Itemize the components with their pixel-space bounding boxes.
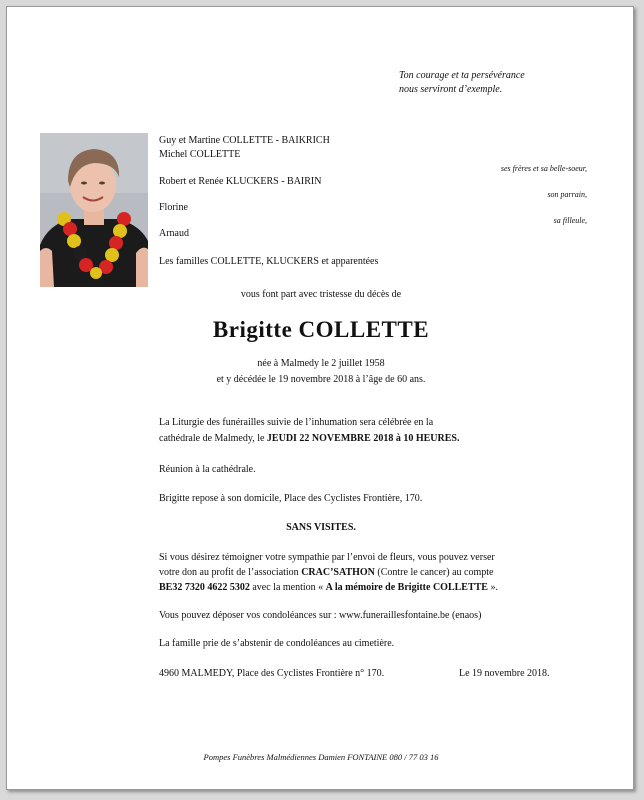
donation-post: (Contre le cancer) au compte (374, 567, 494, 578)
death-notice-page (6, 6, 634, 790)
deceased-photo (40, 133, 148, 287)
condolences-text: Vous pouvez déposer vos condoléances sur : www.funeraillesfontaine.be (enaos) (159, 610, 482, 621)
donation-line-2 (159, 567, 493, 578)
mention-end: ». (487, 582, 498, 593)
relation-godfather: son parrain, (547, 190, 587, 199)
reunion-text: Réunion à la cathédrale. (159, 464, 256, 475)
motto-line-2: nous serviront d’exemple. (399, 84, 503, 95)
address-text: 4960 MALMEDY, Place des Cyclistes Frontière n° 170. (159, 668, 385, 679)
mention-pre: avec la mention « (249, 582, 326, 593)
portrait-image (40, 133, 148, 287)
mention-text: A la mémoire de Brigitte COLLETTE (325, 582, 488, 593)
association-name: CRAC’SATHON (301, 567, 375, 578)
deceased-name: Brigitte COLLETTE (212, 317, 430, 342)
family-line-4: Florine (159, 202, 188, 213)
funeral-line-1: La Liturgie des funérailles suivie de l’inhumation sera célébrée en la (159, 417, 434, 428)
family-line-5: Arnaud (159, 228, 189, 239)
birth-info: née à Malmedy le 2 juillet 1958 (257, 358, 385, 369)
motto (399, 69, 525, 97)
donation-line-1: Si vous désirez témoigner votre sympathie par l’envoi de fleurs, vous pouvez verser (159, 552, 495, 563)
relation-goddaughter: sa filleule, (553, 216, 587, 225)
donation-line-3 (159, 582, 498, 593)
funeral-datetime: JEUDI 22 NOVEMBRE 2018 à 10 HEURES. (266, 433, 460, 444)
death-info: et y décédée le 19 novembre 2018 à l’âge de 60 ans. (216, 374, 426, 385)
family-line-6: Les familles COLLETTE, KLUCKERS et apparentées (159, 256, 379, 267)
no-visits: SANS VISITES. (286, 522, 356, 533)
announcement: vous font part avec tristesse du décès de (240, 289, 402, 300)
family-line-2: Michel COLLETTE (159, 149, 241, 160)
rest-text: Brigitte repose à son domicile, Place des Cyclistes Frontière, 170. (159, 493, 423, 504)
funeral-line-2 (159, 433, 459, 444)
funeral-location: cathédrale de Malmedy, le (159, 433, 267, 444)
cemetery-text: La famille prie de s’abstenir de condoléances au cimetière. (159, 638, 395, 649)
family-line-1: Guy et Martine COLLETTE - BAIKRICH (159, 135, 330, 146)
footer-funeral-home: Pompes Funèbres Malmédiennes Damien FONTAINE 080 / 77 03 16 (203, 752, 439, 762)
donation-pre: votre don au profit de l’association (159, 567, 302, 578)
relation-siblings: ses frères et sa belle-soeur, (500, 164, 587, 173)
family-line-3: Robert et Renée KLUCKERS - BAIRIN (159, 176, 322, 187)
motto-line-1: Ton courage et ta persévérance (399, 70, 525, 81)
notice-date: Le 19 novembre 2018. (459, 668, 550, 679)
bank-account: BE32 7320 4622 5302 (159, 582, 250, 593)
